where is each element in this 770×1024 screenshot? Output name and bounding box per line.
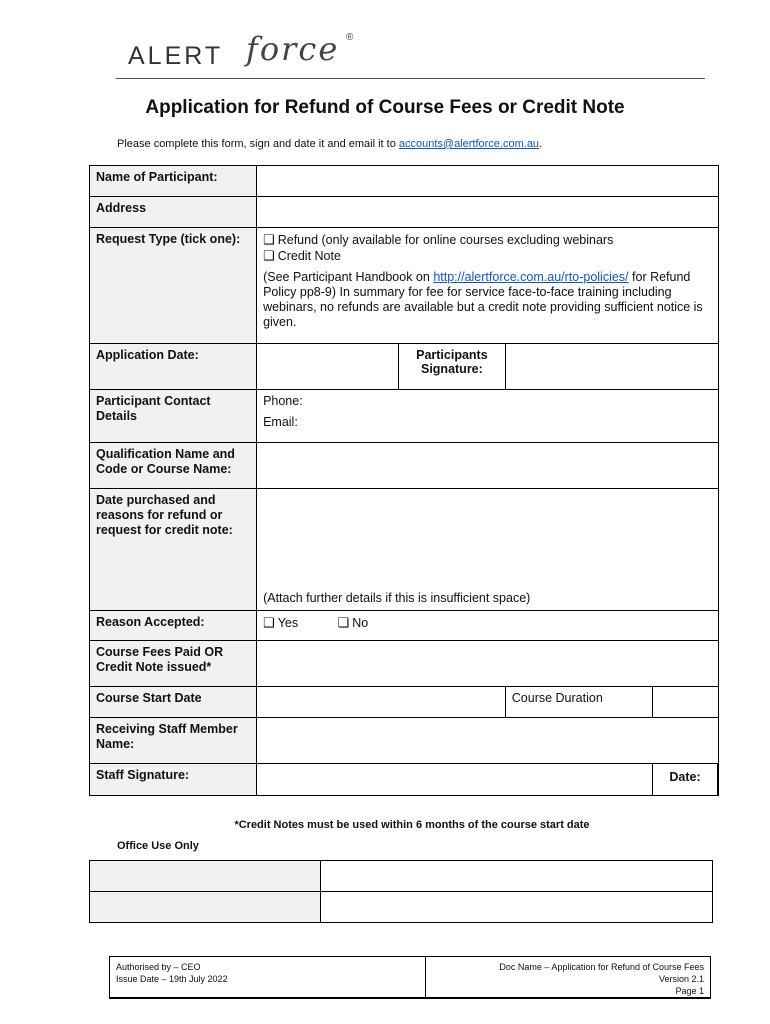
footer-divider (425, 957, 426, 997)
yes-label: Yes (277, 616, 299, 630)
office-use-table (89, 860, 713, 923)
no-option[interactable] (338, 616, 369, 630)
credit-option[interactable] (263, 248, 712, 264)
staff-signature-field[interactable] (257, 764, 653, 796)
start-date-label: Course Start Date (90, 687, 257, 718)
yes-option[interactable] (263, 616, 298, 630)
office-cell[interactable] (321, 861, 713, 892)
header-divider (116, 78, 705, 79)
credit-option-label: Credit Note (277, 249, 341, 263)
rto-policies-link[interactable]: http://alertforce.com.au/rto-policies/ (433, 270, 629, 284)
refund-option[interactable] (263, 232, 712, 248)
qualification-field[interactable] (257, 443, 719, 489)
page-number: Page 1 (675, 986, 704, 996)
refund-checkbox[interactable]: ❑ (263, 232, 275, 247)
accounts-email-link[interactable]: accounts@alertforce.com.au (398, 138, 540, 150)
fees-paid-label: Course Fees Paid OR Credit Note issued* (90, 641, 257, 687)
issue-date: Issue Date – 19th July 2022 (116, 974, 228, 984)
credit-checkbox[interactable]: ❑ (263, 248, 275, 263)
logo-force-text: force (246, 30, 340, 68)
address-label: Address (90, 197, 257, 228)
footer-right (499, 961, 704, 997)
duration-label: Course Duration (505, 687, 652, 718)
refund-option-label: Refund (only available for online courses excluding webinars (277, 233, 614, 247)
logo-registered-mark: ® (346, 32, 354, 43)
policy-pre: (See Participant Handbook on (263, 270, 434, 284)
policy-post: for Refund Policy pp8-9) In summary for fee for service face-to-face training including webinars, no refunds are available but a credit note providing sufficient notice is given. (263, 270, 703, 329)
staff-date-label: Date: (653, 764, 718, 795)
contact-label: Participant Contact Details (90, 390, 257, 443)
alertforce-logo (128, 30, 388, 72)
office-cell[interactable] (321, 892, 713, 923)
refund-form-table (89, 165, 719, 796)
request-type-label: Request Type (tick one): (90, 228, 257, 344)
intro-end: . (539, 138, 543, 150)
staff-date-cell (653, 764, 719, 796)
participant-field[interactable] (257, 166, 719, 197)
no-checkbox[interactable]: ❑ (337, 615, 350, 630)
phone-label: Phone: (263, 394, 303, 408)
office-cell[interactable] (90, 892, 321, 923)
email-label: Email: (263, 415, 298, 429)
doc-name: Doc Name – Application for Refund of Course Fees (499, 962, 704, 972)
no-label: No (352, 616, 369, 630)
reasons-label: Date purchased and reasons for refund or request for credit note: (90, 489, 257, 611)
staff-name-label: Receiving Staff Member Name: (90, 718, 257, 764)
document-footer (109, 956, 711, 999)
yes-checkbox[interactable]: ❑ (263, 615, 275, 630)
reason-accepted-cell (257, 611, 719, 641)
credit-note-footnote: *Credit Notes must be used within 6 months of the course start date (234, 819, 590, 831)
staff-signature-label: Staff Signature: (90, 764, 257, 796)
policy-note (263, 270, 712, 330)
address-field[interactable] (257, 197, 719, 228)
staff-name-field[interactable] (257, 718, 719, 764)
attach-note: (Attach further details if this is insufficient space) (263, 591, 531, 605)
office-cell[interactable] (90, 861, 321, 892)
participant-label: Name of Participant: (90, 166, 257, 197)
start-date-field[interactable] (257, 687, 506, 718)
participants-signature-field[interactable] (505, 344, 718, 390)
intro-text (117, 138, 542, 150)
duration-field[interactable] (653, 687, 719, 718)
office-use-heading: Office Use Only (117, 840, 199, 852)
reasons-field[interactable] (257, 489, 719, 611)
reason-accepted-label: Reason Accepted: (90, 611, 257, 641)
authorised-by: Authorised by – CEO (116, 962, 201, 972)
application-date-label: Application Date: (90, 344, 257, 390)
intro-lead: Please complete this form, sign and date it and email it to (117, 138, 399, 150)
qualification-label: Qualification Name and Code or Course Name: (90, 443, 257, 489)
participants-signature-label: Participants Signature: (399, 344, 506, 390)
request-type-cell (257, 228, 719, 344)
application-date-field[interactable] (257, 344, 399, 390)
doc-version: Version 2.1 (658, 974, 704, 984)
logo-alert-text: ALERT (128, 42, 224, 70)
footer-left (116, 961, 228, 985)
fees-paid-field[interactable] (257, 641, 719, 687)
page-title: Application for Refund of Course Fees or Credit Note (145, 97, 625, 118)
contact-cell[interactable] (257, 390, 719, 443)
